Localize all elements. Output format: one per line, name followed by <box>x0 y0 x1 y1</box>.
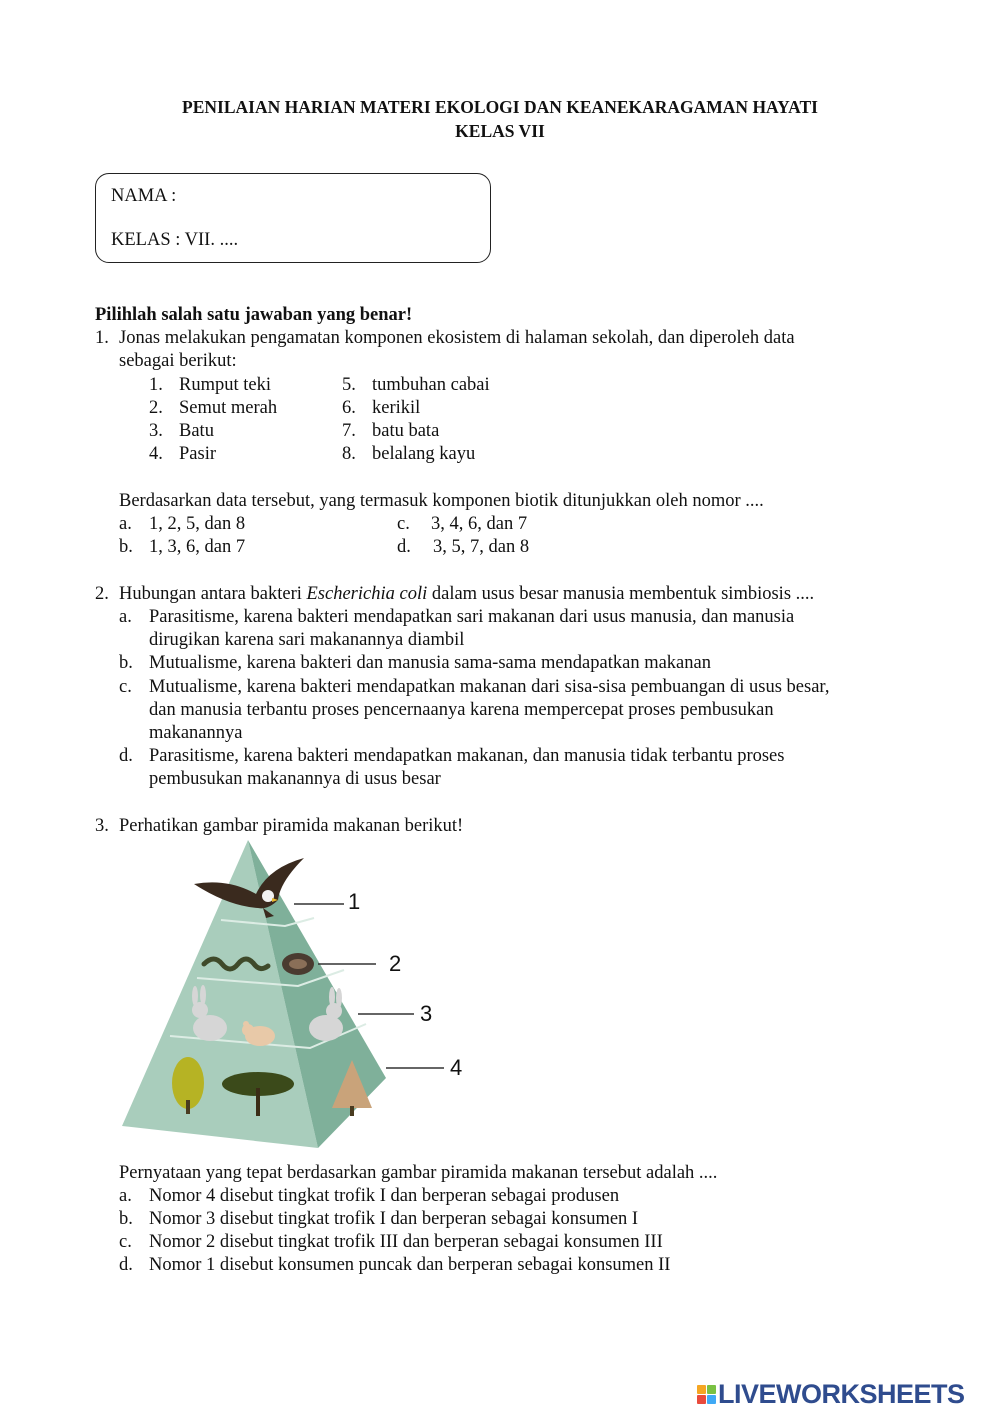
q2-option-c-line[interactable]: makanannya <box>149 723 243 743</box>
instruction-text: Pilihlah salah satu jawaban yang benar! <box>95 305 413 325</box>
q3-option-d[interactable]: Nomor 1 disebut konsumen puncak dan berperan sebagai konsumen II <box>149 1255 671 1275</box>
q1-item-number: 4. <box>149 444 163 464</box>
liveworksheets-logo[interactable] <box>697 1380 965 1408</box>
pyramid-label-4: 4 <box>450 1055 463 1080</box>
logo-square <box>697 1395 706 1404</box>
q1-option-b[interactable]: 1, 3, 6, dan 7 <box>149 537 246 557</box>
q1-question: Berdasarkan data tersebut, yang termasuk komponen biotik ditunjukkan oleh nomor .... <box>119 491 764 511</box>
q2-option-b-letter[interactable]: b. <box>119 653 133 673</box>
liveworksheets-logo-text: LIVEWORKSHEETS <box>718 1379 965 1409</box>
q1-item: kerikil <box>372 398 421 418</box>
q3-option-c[interactable]: Nomor 2 disebut tingkat trofik III dan berperan sebagai konsumen III <box>149 1232 663 1252</box>
food-pyramid-illustration <box>118 838 478 1150</box>
q2-text-after: dalam usus besar manusia membentuk simbiosis .... <box>427 584 815 604</box>
q1-option-d[interactable]: 3, 5, 7, dan 8 <box>433 537 530 557</box>
q3-option-b[interactable]: Nomor 3 disebut tingkat trofik I dan berperan sebagai konsumen I <box>149 1209 639 1229</box>
q1-item: tumbuhan cabai <box>372 375 490 395</box>
q3-option-a-letter[interactable]: a. <box>119 1186 132 1206</box>
logo-square <box>707 1385 716 1394</box>
kelas-field-label[interactable]: KELAS : VII. .... <box>111 230 239 250</box>
q1-item-number: 6. <box>342 398 356 418</box>
q3-option-d-letter[interactable]: d. <box>119 1255 133 1275</box>
q2-option-d-line[interactable]: Parasitisme, karena bakteri mendapatkan makanan, dan manusia tidak terbantu proses <box>149 746 785 766</box>
q1-option-a[interactable]: 1, 2, 5, dan 8 <box>149 514 246 534</box>
q2-option-b-line[interactable]: Mutualisme, karena bakteri dan manusia sama-sama mendapatkan makanan <box>149 653 711 673</box>
page-title: PENILAIAN HARIAN MATERI EKOLOGI DAN KEANEKARAGAMAN HAYATI <box>182 97 818 117</box>
q3-question: Pernyataan yang tepat berdasarkan gambar piramida makanan tersebut adalah .... <box>119 1163 718 1183</box>
pyramid-label-2: 2 <box>389 951 402 976</box>
q2-option-c-line[interactable]: Mutualisme, karena bakteri mendapatkan makanan dari sisa-sisa pembuangan di usus besar, <box>149 677 830 697</box>
q1-item-number: 3. <box>149 421 163 441</box>
q1-item-number: 8. <box>342 444 356 464</box>
page-subtitle: KELAS VII <box>455 121 545 141</box>
q1-option-a-letter[interactable]: a. <box>119 514 132 534</box>
q1-option-c[interactable]: 3, 4, 6, dan 7 <box>431 514 528 534</box>
q1-item: Semut merah <box>179 398 278 418</box>
q3-option-b-letter[interactable]: b. <box>119 1209 133 1229</box>
q2-option-d-line[interactable]: pembusukan makanannya di usus besar <box>149 769 441 789</box>
q1-item: Batu <box>179 421 214 441</box>
q1-item-number: 5. <box>342 375 356 395</box>
q1-option-d-letter[interactable]: d. <box>397 537 411 557</box>
q3-option-c-letter[interactable]: c. <box>119 1232 132 1252</box>
q1-item: Pasir <box>179 444 216 464</box>
q1-item: Rumput teki <box>179 375 271 395</box>
q1-option-b-letter[interactable]: b. <box>119 537 133 557</box>
q2-species-name: Escherichia coli <box>306 584 428 604</box>
q1-text-line1: Jonas melakukan pengamatan komponen ekosistem di halaman sekolah, dan diperoleh data <box>119 328 795 348</box>
q2-option-c-letter[interactable]: c. <box>119 677 132 697</box>
food-pyramid-figure <box>118 838 478 1150</box>
q1-number: 1. <box>95 328 109 348</box>
q3-option-a[interactable]: Nomor 4 disebut tingkat trofik I dan berperan sebagai produsen <box>149 1186 620 1206</box>
liveworksheets-logo-icon <box>697 1385 716 1404</box>
nama-field-label[interactable]: NAMA : <box>111 186 177 206</box>
q1-text-line2: sebagai berikut: <box>119 351 237 371</box>
q1-option-c-letter[interactable]: c. <box>397 514 410 534</box>
q2-text-before: Hubungan antara bakteri <box>119 584 307 604</box>
q2-option-a-line[interactable]: dirugikan karena sari makanannya diambil <box>149 630 465 650</box>
pyramid-label-3: 3 <box>420 1001 433 1026</box>
q2-option-d-letter[interactable]: d. <box>119 746 133 766</box>
q1-item: batu bata <box>372 421 440 441</box>
q1-item-number: 1. <box>149 375 163 395</box>
q3-text: Perhatikan gambar piramida makanan berikut! <box>119 816 464 836</box>
q2-text <box>119 583 814 606</box>
logo-square <box>697 1385 706 1394</box>
q1-item: belalang kayu <box>372 444 476 464</box>
q3-number: 3. <box>95 816 109 836</box>
q2-option-a-letter[interactable]: a. <box>119 607 132 627</box>
q2-number: 2. <box>95 584 109 604</box>
pyramid-label-1: 1 <box>348 889 361 914</box>
q2-option-c-line[interactable]: dan manusia terbantu proses pencernaanya karena mempercepat proses pembusukan <box>149 700 774 720</box>
q1-item-number: 7. <box>342 421 356 441</box>
logo-square <box>707 1395 716 1404</box>
q2-option-a-line[interactable]: Parasitisme, karena bakteri mendapatkan sari makanan dari usus manusia, dan manusia <box>149 607 795 627</box>
q1-item-number: 2. <box>149 398 163 418</box>
